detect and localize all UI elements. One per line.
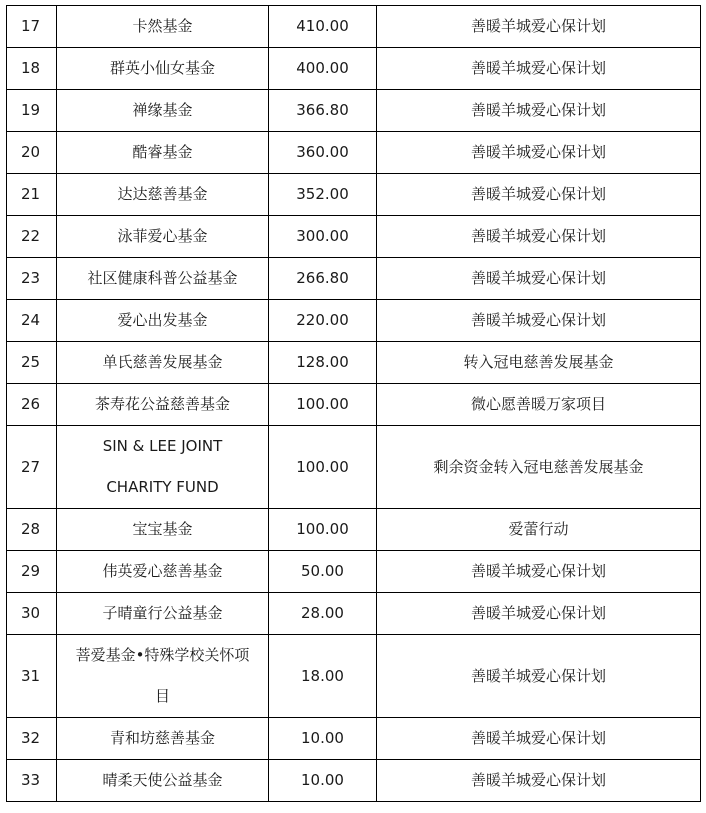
fund-use: 爱蕾行动 xyxy=(377,509,701,551)
fund-name: 卡然基金 xyxy=(57,6,269,48)
table-row xyxy=(7,300,701,342)
row-number: 29 xyxy=(7,551,57,593)
fund-name: 伟英爱心慈善基金 xyxy=(57,551,269,593)
amount: 18.00 xyxy=(269,635,377,718)
row-number: 21 xyxy=(7,174,57,216)
fund-name-line-1: SIN & LEE JOINT xyxy=(102,437,223,455)
amount: 366.80 xyxy=(269,90,377,132)
fund-use: 微心愿善暖万家项目 xyxy=(377,384,701,426)
table-row xyxy=(7,384,701,426)
fund-use: 善暖羊城爱心保计划 xyxy=(377,718,701,760)
amount: 266.80 xyxy=(269,258,377,300)
fund-use: 善暖羊城爱心保计划 xyxy=(377,551,701,593)
amount: 410.00 xyxy=(269,6,377,48)
table-row xyxy=(7,342,701,384)
fund-name-line-1: 菩爱基金•特殊学校关怀项 xyxy=(75,646,250,664)
table-row xyxy=(7,593,701,635)
row-number: 18 xyxy=(7,48,57,90)
table-row xyxy=(7,174,701,216)
row-number: 33 xyxy=(7,760,57,802)
fund-use: 善暖羊城爱心保计划 xyxy=(377,6,701,48)
amount: 50.00 xyxy=(269,551,377,593)
table-row xyxy=(7,258,701,300)
fund-name-line-2: 目 xyxy=(154,687,170,705)
table-row xyxy=(7,216,701,258)
amount: 400.00 xyxy=(269,48,377,90)
fund-use: 善暖羊城爱心保计划 xyxy=(377,593,701,635)
fund-name: 社区健康科普公益基金 xyxy=(57,258,269,300)
fund-name: 茶寿花公益慈善基金 xyxy=(57,384,269,426)
fund-use: 转入冠电慈善发展基金 xyxy=(377,342,701,384)
amount: 300.00 xyxy=(269,216,377,258)
table-row xyxy=(7,551,701,593)
amount: 100.00 xyxy=(269,384,377,426)
table-row xyxy=(7,90,701,132)
fund-name: 达达慈善基金 xyxy=(57,174,269,216)
table-row xyxy=(7,635,701,718)
fund-use: 善暖羊城爱心保计划 xyxy=(377,635,701,718)
fund-use: 善暖羊城爱心保计划 xyxy=(377,258,701,300)
table-row xyxy=(7,132,701,174)
fund-name: 单氏慈善发展基金 xyxy=(57,342,269,384)
row-number: 28 xyxy=(7,509,57,551)
amount: 360.00 xyxy=(269,132,377,174)
amount: 10.00 xyxy=(269,760,377,802)
fund-name: 晴柔天使公益基金 xyxy=(57,760,269,802)
row-number: 26 xyxy=(7,384,57,426)
amount: 220.00 xyxy=(269,300,377,342)
fund-use: 善暖羊城爱心保计划 xyxy=(377,760,701,802)
table-row xyxy=(7,426,701,509)
fund-use: 剩余资金转入冠电慈善发展基金 xyxy=(377,426,701,509)
fund-name: 青和坊慈善基金 xyxy=(57,718,269,760)
fund-name: 禅缘基金 xyxy=(57,90,269,132)
amount: 100.00 xyxy=(269,509,377,551)
row-number: 17 xyxy=(7,6,57,48)
fund-name: 泳菲爱心基金 xyxy=(57,216,269,258)
row-number: 19 xyxy=(7,90,57,132)
fund-use: 善暖羊城爱心保计划 xyxy=(377,90,701,132)
row-number: 23 xyxy=(7,258,57,300)
table-row xyxy=(7,48,701,90)
fund-use: 善暖羊城爱心保计划 xyxy=(377,300,701,342)
fund-use: 善暖羊城爱心保计划 xyxy=(377,132,701,174)
row-number: 24 xyxy=(7,300,57,342)
fund-table xyxy=(6,5,701,802)
fund-use: 善暖羊城爱心保计划 xyxy=(377,216,701,258)
fund-name-line-2: CHARITY FUND xyxy=(106,478,219,496)
fund-name: 群英小仙女基金 xyxy=(57,48,269,90)
fund-name: 宝宝基金 xyxy=(57,509,269,551)
amount: 10.00 xyxy=(269,718,377,760)
fund-name xyxy=(57,426,269,509)
fund-name xyxy=(57,635,269,718)
row-number: 20 xyxy=(7,132,57,174)
row-number: 31 xyxy=(7,635,57,718)
fund-name: 爱心出发基金 xyxy=(57,300,269,342)
amount: 28.00 xyxy=(269,593,377,635)
fund-name: 酷睿基金 xyxy=(57,132,269,174)
amount: 100.00 xyxy=(269,426,377,509)
row-number: 27 xyxy=(7,426,57,509)
row-number: 22 xyxy=(7,216,57,258)
fund-use: 善暖羊城爱心保计划 xyxy=(377,48,701,90)
table-row xyxy=(7,760,701,802)
table-row xyxy=(7,6,701,48)
table-row xyxy=(7,718,701,760)
amount: 352.00 xyxy=(269,174,377,216)
row-number: 32 xyxy=(7,718,57,760)
amount: 128.00 xyxy=(269,342,377,384)
row-number: 30 xyxy=(7,593,57,635)
fund-name: 子晴童行公益基金 xyxy=(57,593,269,635)
fund-use: 善暖羊城爱心保计划 xyxy=(377,174,701,216)
table-row xyxy=(7,509,701,551)
row-number: 25 xyxy=(7,342,57,384)
